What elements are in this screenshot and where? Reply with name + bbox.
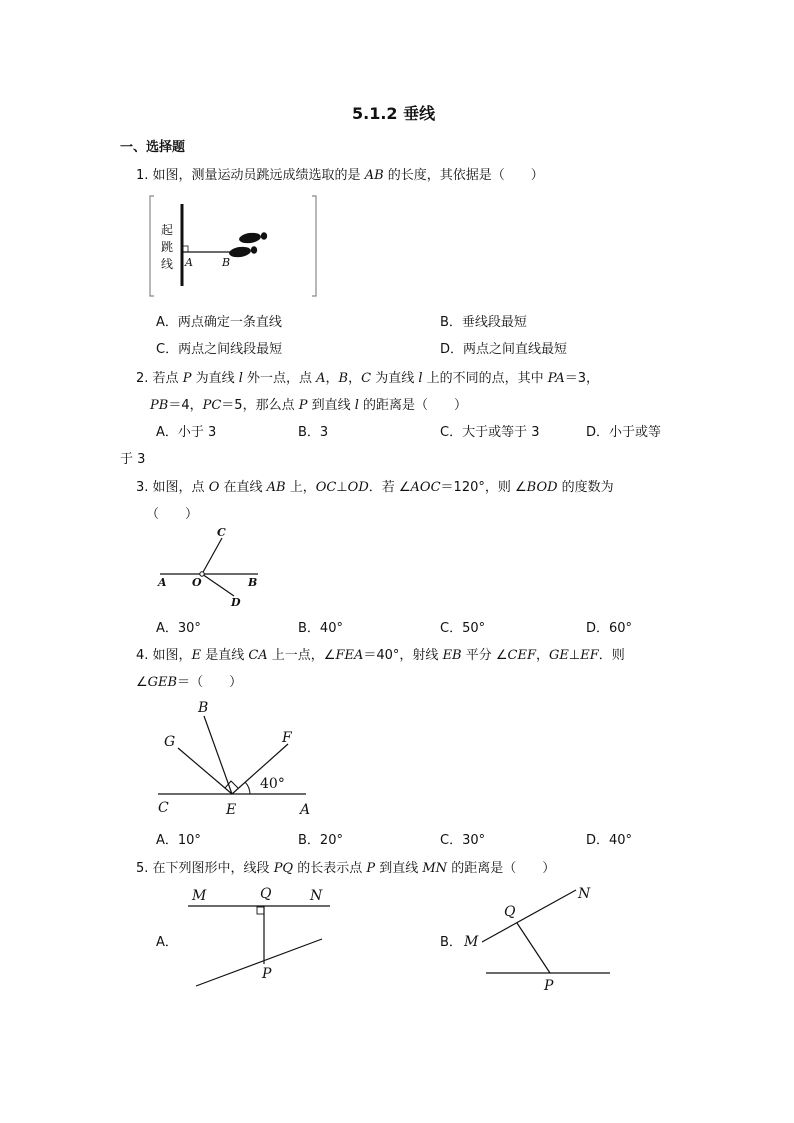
stem-math: AB <box>364 168 384 183</box>
label-tiao: 跳 <box>161 240 174 254</box>
ray-oc <box>202 538 222 574</box>
stem-text: ＝4， <box>168 398 203 413</box>
q3-option-c: C．50° <box>440 621 486 636</box>
line-mn <box>482 890 576 942</box>
stem-text: 上的不同的点，其中 <box>422 371 548 386</box>
segment-pq <box>517 923 550 973</box>
label-n: N <box>310 888 323 904</box>
stem-text: ∠ <box>136 675 148 690</box>
label-n: N <box>578 886 591 902</box>
q1-option-c: C．两点之间线段最短 <box>156 342 283 357</box>
label-e: E <box>226 802 237 818</box>
stem-text: 上一点，∠ <box>267 648 336 663</box>
stem-text: ＝（ ） <box>177 675 243 690</box>
label-b: B <box>222 256 231 269</box>
stem-math: E <box>191 648 202 663</box>
question-2-stem-line1 <box>136 367 599 386</box>
label-a: A <box>185 256 193 269</box>
q5-option-a-label: A． <box>156 935 178 950</box>
right-angle-mark <box>183 246 188 252</box>
stem-text: 如图， <box>152 648 192 663</box>
label-c: C <box>217 526 226 539</box>
stem-text: 平分 ∠ <box>461 648 508 663</box>
q4-option-c: C．30° <box>440 833 486 848</box>
question-3-stem-line2: （ ） <box>146 507 199 522</box>
label-a: A <box>300 802 311 818</box>
question-4-stem-line2 <box>136 671 242 690</box>
right-angle-mark <box>225 781 238 788</box>
stem-math: EB <box>442 648 462 663</box>
q3-option-d: D．60° <box>586 621 633 636</box>
stem-math: O <box>208 480 220 495</box>
label-q: Q <box>260 886 272 902</box>
stem-text: ＝3， <box>564 371 600 386</box>
label-b: B <box>248 576 258 589</box>
stem-text: 到直线 <box>307 398 355 413</box>
stem-math: PQ <box>273 861 294 876</box>
stem-math: P <box>182 371 192 386</box>
q4-option-a: A．10° <box>156 833 201 848</box>
stem-math: B <box>338 371 349 386</box>
question-number: 5. <box>136 861 149 876</box>
label-qi: 起 <box>161 223 174 237</box>
q2-option-c: C．大于或等于 3 <box>440 425 540 440</box>
stem-math: CEF <box>507 648 536 663</box>
stem-text: ＝5，那么点 <box>221 398 299 413</box>
stem-text: ＝120°，则 ∠ <box>440 480 527 495</box>
q3-option-b: B．40° <box>298 621 343 636</box>
stem-math: l <box>354 398 359 413</box>
page-title: 5.1.2 垂线 <box>352 104 436 123</box>
stem-text: 如图，点 <box>152 480 209 495</box>
stem-math: l <box>238 371 243 386</box>
q3-option-a: A．30° <box>156 621 201 636</box>
angle-label: 40° <box>260 776 285 792</box>
stem-math: GEB <box>147 675 178 690</box>
stem-math: CA <box>248 648 268 663</box>
stem-text: 的长表示点 <box>293 861 367 876</box>
bracket-right <box>312 196 316 296</box>
label-g: G <box>164 734 176 750</box>
q4-option-d: D．40° <box>586 833 633 848</box>
q1-option-b: B．垂线段最短 <box>440 315 527 330</box>
label-f: F <box>282 730 292 746</box>
stem-text: 为直线 <box>371 371 419 386</box>
stem-math: l <box>418 371 423 386</box>
question-number: 3. <box>136 480 149 495</box>
stem-text: ⊥ <box>568 648 581 663</box>
label-p: P <box>262 966 272 982</box>
q5-option-b-label: B． <box>440 935 462 950</box>
stem-text: 的距离是（ ） <box>447 861 556 876</box>
stem-text: ， <box>348 371 362 386</box>
stem-text: 到直线 <box>375 861 423 876</box>
stem-math: GE <box>549 648 569 663</box>
stem-math: OC <box>315 480 337 495</box>
question-number: 1. <box>136 168 149 183</box>
question-3-stem-line1 <box>136 476 614 495</box>
figure-1 <box>148 194 320 298</box>
stem-math: PA <box>547 371 565 386</box>
stem-math: AOC <box>410 480 441 495</box>
stem-text: 上， <box>285 480 316 495</box>
label-c: C <box>158 800 169 816</box>
stem-text: 的长度，其依据是（ ） <box>383 168 544 183</box>
figure-5a <box>180 880 340 996</box>
footprint-icon <box>228 232 267 259</box>
label-o: O <box>192 576 202 589</box>
stem-math: A <box>316 371 326 386</box>
question-1-stem <box>136 164 544 183</box>
figure-3 <box>150 524 270 610</box>
label-m: M <box>464 934 479 950</box>
stem-text: ， <box>325 371 339 386</box>
stem-text: ⊥ <box>336 480 348 495</box>
ray-od <box>202 574 234 596</box>
stem-math: EF <box>580 648 599 663</box>
figure-5b <box>460 880 620 998</box>
q2-option-d-wrap: 于 3 <box>120 452 146 467</box>
stem-text: ．则 <box>598 648 625 663</box>
stem-math: OD <box>347 480 369 495</box>
label-b: B <box>198 700 209 716</box>
q2-option-d: D．小于或等 <box>586 425 662 440</box>
stem-math: BOD <box>526 480 558 495</box>
angle-arc <box>245 782 250 794</box>
question-5-stem <box>136 857 555 876</box>
figure-4 <box>150 696 340 820</box>
q4-option-b: B．20° <box>298 833 343 848</box>
question-number: 2. <box>136 371 149 386</box>
stem-text: 是直线 <box>201 648 249 663</box>
label-m: M <box>192 888 207 904</box>
label-p: P <box>544 978 554 994</box>
question-number: 4. <box>136 648 149 663</box>
label-a: A <box>158 576 167 589</box>
stem-math: FEA <box>335 648 364 663</box>
stem-text: 若点 <box>152 371 183 386</box>
stem-math: P <box>298 398 308 413</box>
label-q: Q <box>504 904 516 920</box>
q2-option-b: B．3 <box>298 425 329 440</box>
stem-math: PB <box>150 398 169 413</box>
stem-text: 外一点，点 <box>242 371 317 386</box>
stem-text: 在下列图形中，线段 <box>152 861 274 876</box>
stem-text: ．若 ∠ <box>368 480 411 495</box>
stem-math: MN <box>422 861 448 876</box>
stem-text: 如图，测量运动员跳远成绩选取的是 <box>152 168 365 183</box>
stem-text: ＝40°，射线 <box>363 648 443 663</box>
question-4-stem-line1 <box>136 644 625 663</box>
stem-math: PC <box>202 398 222 413</box>
q2-option-a: A．小于 3 <box>156 425 217 440</box>
stem-text: 的度数为 <box>557 480 614 495</box>
stem-text: 的距离是（ ） <box>358 398 468 413</box>
section-heading: 一、选择题 <box>120 140 186 155</box>
label-d: D <box>231 596 241 609</box>
label-xian: 线 <box>161 257 174 271</box>
stem-text: 为直线 <box>191 371 239 386</box>
bracket-left <box>150 196 154 296</box>
right-angle-mark <box>257 907 264 914</box>
question-2-stem-line2 <box>150 394 467 413</box>
q1-option-a: A．两点确定一条直线 <box>156 315 282 330</box>
stem-text: 在直线 <box>219 480 267 495</box>
stem-text: ， <box>536 648 550 663</box>
stem-math: AB <box>266 480 286 495</box>
stem-math: C <box>361 371 372 386</box>
q1-option-d: D．两点之间直线最短 <box>440 342 568 357</box>
other-line <box>196 939 322 986</box>
stem-math: P <box>366 861 376 876</box>
